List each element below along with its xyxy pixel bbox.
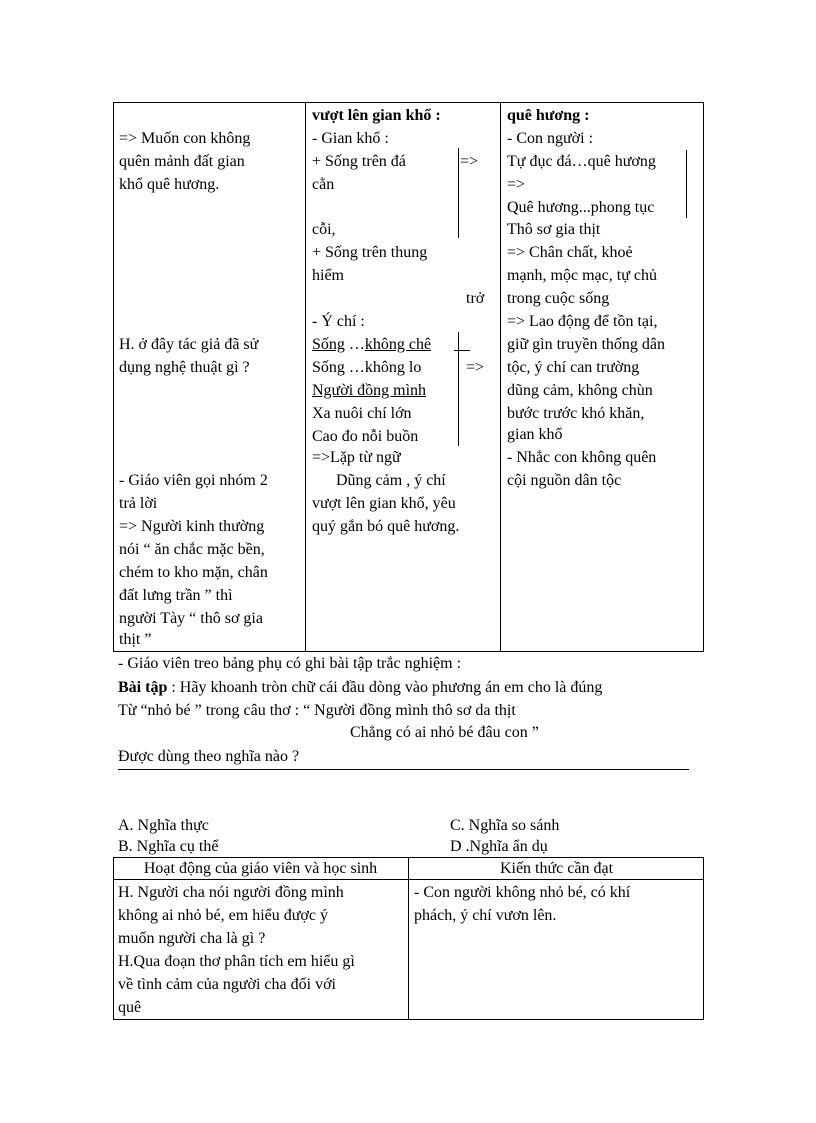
option-b[interactable]: B. Nghĩa cụ thể [118,838,219,855]
text-line: chém to kho mặn, chân [119,564,268,581]
text-line: nói “ ăn chắc mặc bền, [119,541,265,558]
text-fragment: không chê [364,336,432,353]
arrow-text: => [466,359,485,376]
text-line: dũng cảm, không chùn [507,382,653,399]
text-line: H. Người cha nói người đồng mình [118,884,344,901]
text-line: Thô sơ gia thịt [507,221,601,238]
arrow-text: => [460,153,479,170]
text-line: cằn [312,176,335,193]
option-d[interactable]: D .Nghĩa ẩn dụ [450,838,548,855]
table1-divider-1 [305,102,306,652]
text-line: đất lưng trần ” thì [119,587,233,604]
text-line: => Muốn con không [119,130,251,147]
table2-divider [408,857,409,1020]
text-line: gian khổ [507,426,563,443]
exercise-instruction-line [118,677,602,699]
text-line: - Con người không nhỏ bé, có khí [414,884,631,901]
text-line: về tình cảm của người cha đối với [118,976,336,993]
text-line: => Lao động để tồn tại, [507,313,658,330]
text-line: quý gắn bó quê hương. [312,518,460,535]
text-line: Người đồng mình [312,382,427,399]
text-line: Tự đục đá…quê hương [507,153,656,170]
underline-mark [454,350,470,351]
column-heading: quê hương : [507,107,590,124]
text-line: dụng nghệ thuật gì ? [119,359,250,376]
text-line: H.Qua đoạn thơ phân tích em hiểu gì [118,953,355,970]
table1-divider-2 [500,102,501,652]
text-fragment: … [344,336,365,353]
bracket-line [458,148,459,238]
exercise-question: Được dùng theo nghĩa nào ? [118,748,300,765]
table2-header-right: Kiến thức cần đạt [499,860,614,877]
text-line: giữ gìn truyền thống dân [507,336,665,353]
text-line: H. ở đây tác giả đã sử [119,336,259,353]
text-line: Dũng cảm , ý chí [336,472,446,489]
text-line: quên mảnh đất gian [119,153,245,170]
text-line: - Ý chí : [312,313,365,330]
text-line: vượt lên gian khổ, yêu [312,495,456,512]
text-line: Quê hương...phong tục [507,199,655,216]
text-line [312,334,431,356]
text-line: => Chân chất, khoẻ [507,244,633,261]
text-line: + Sống trên thung [312,244,428,261]
exercise-quote-1: Từ “nhỏ bé ” trong câu thơ : “ Người đồng mình thô sơ da thịt [118,702,516,719]
text-line: người Tày “ thô sơ gia [119,610,263,627]
text-line: - Nhắc con không quên [507,449,657,466]
text-line: trở [466,290,485,307]
column-heading: vượt lên gian khổ : [312,107,441,124]
exercise-label: Bài tập [118,679,168,696]
table2-header-left: Hoạt động của giáo viên và học sinh [143,860,378,877]
text-line: - Giáo viên gọi nhóm 2 [119,472,268,489]
option-c[interactable]: C. Nghĩa so sánh [450,817,560,834]
bracket-line [686,150,687,218]
text-line: trong cuộc sống [507,290,610,307]
text-line: cội nguồn dân tộc [507,472,622,489]
text-line: tộc, ý chí can trường [507,359,640,376]
text-line: không ai nhỏ bé, em hiểu được ý [118,907,328,924]
text-line: quê [118,999,142,1016]
exercise-intro: - Giáo viên treo bảng phụ có ghi bài tập trắc nghiệm : [118,655,462,672]
text-line: khổ quê hương. [119,176,220,193]
text-line: Sống …không lo [312,359,422,376]
text-line: - Con người : [507,130,594,147]
text-line: bước trước khó khăn, [507,405,645,422]
text-line: =>Lặp từ ngữ [312,449,401,466]
text-line: muốn người cha là gì ? [118,930,266,947]
text-line: phách, ý chí vươn lên. [414,907,557,924]
text-line: trả lời [119,495,158,512]
text-line: Xa nuôi chí lớn [312,405,412,422]
text-line: mạnh, mộc mạc, tự chủ [507,267,657,284]
text-line: + Sống trên đá [312,153,406,170]
text-line: => Người kinh thường [119,518,265,535]
text-line: hiểm [312,267,344,284]
text-line: => [507,176,526,193]
exercise-rule [118,769,689,770]
text-line: thịt ” [119,631,152,648]
text-line: - Gian khổ : [312,130,389,147]
bracket-line [458,332,459,446]
option-a[interactable]: A. Nghĩa thực [118,817,209,834]
exercise-instruction: : Hãy khoanh tròn chữ cái đầu dòng vào phương án em cho là đúng [167,679,603,696]
exercise-quote-2: Chẳng có ai nhỏ bé đâu con ” [350,724,539,741]
text-line: cỗi, [312,221,336,238]
text-line: Cao đo nỗi buồn [312,428,419,445]
text-fragment: Sống [312,336,345,353]
